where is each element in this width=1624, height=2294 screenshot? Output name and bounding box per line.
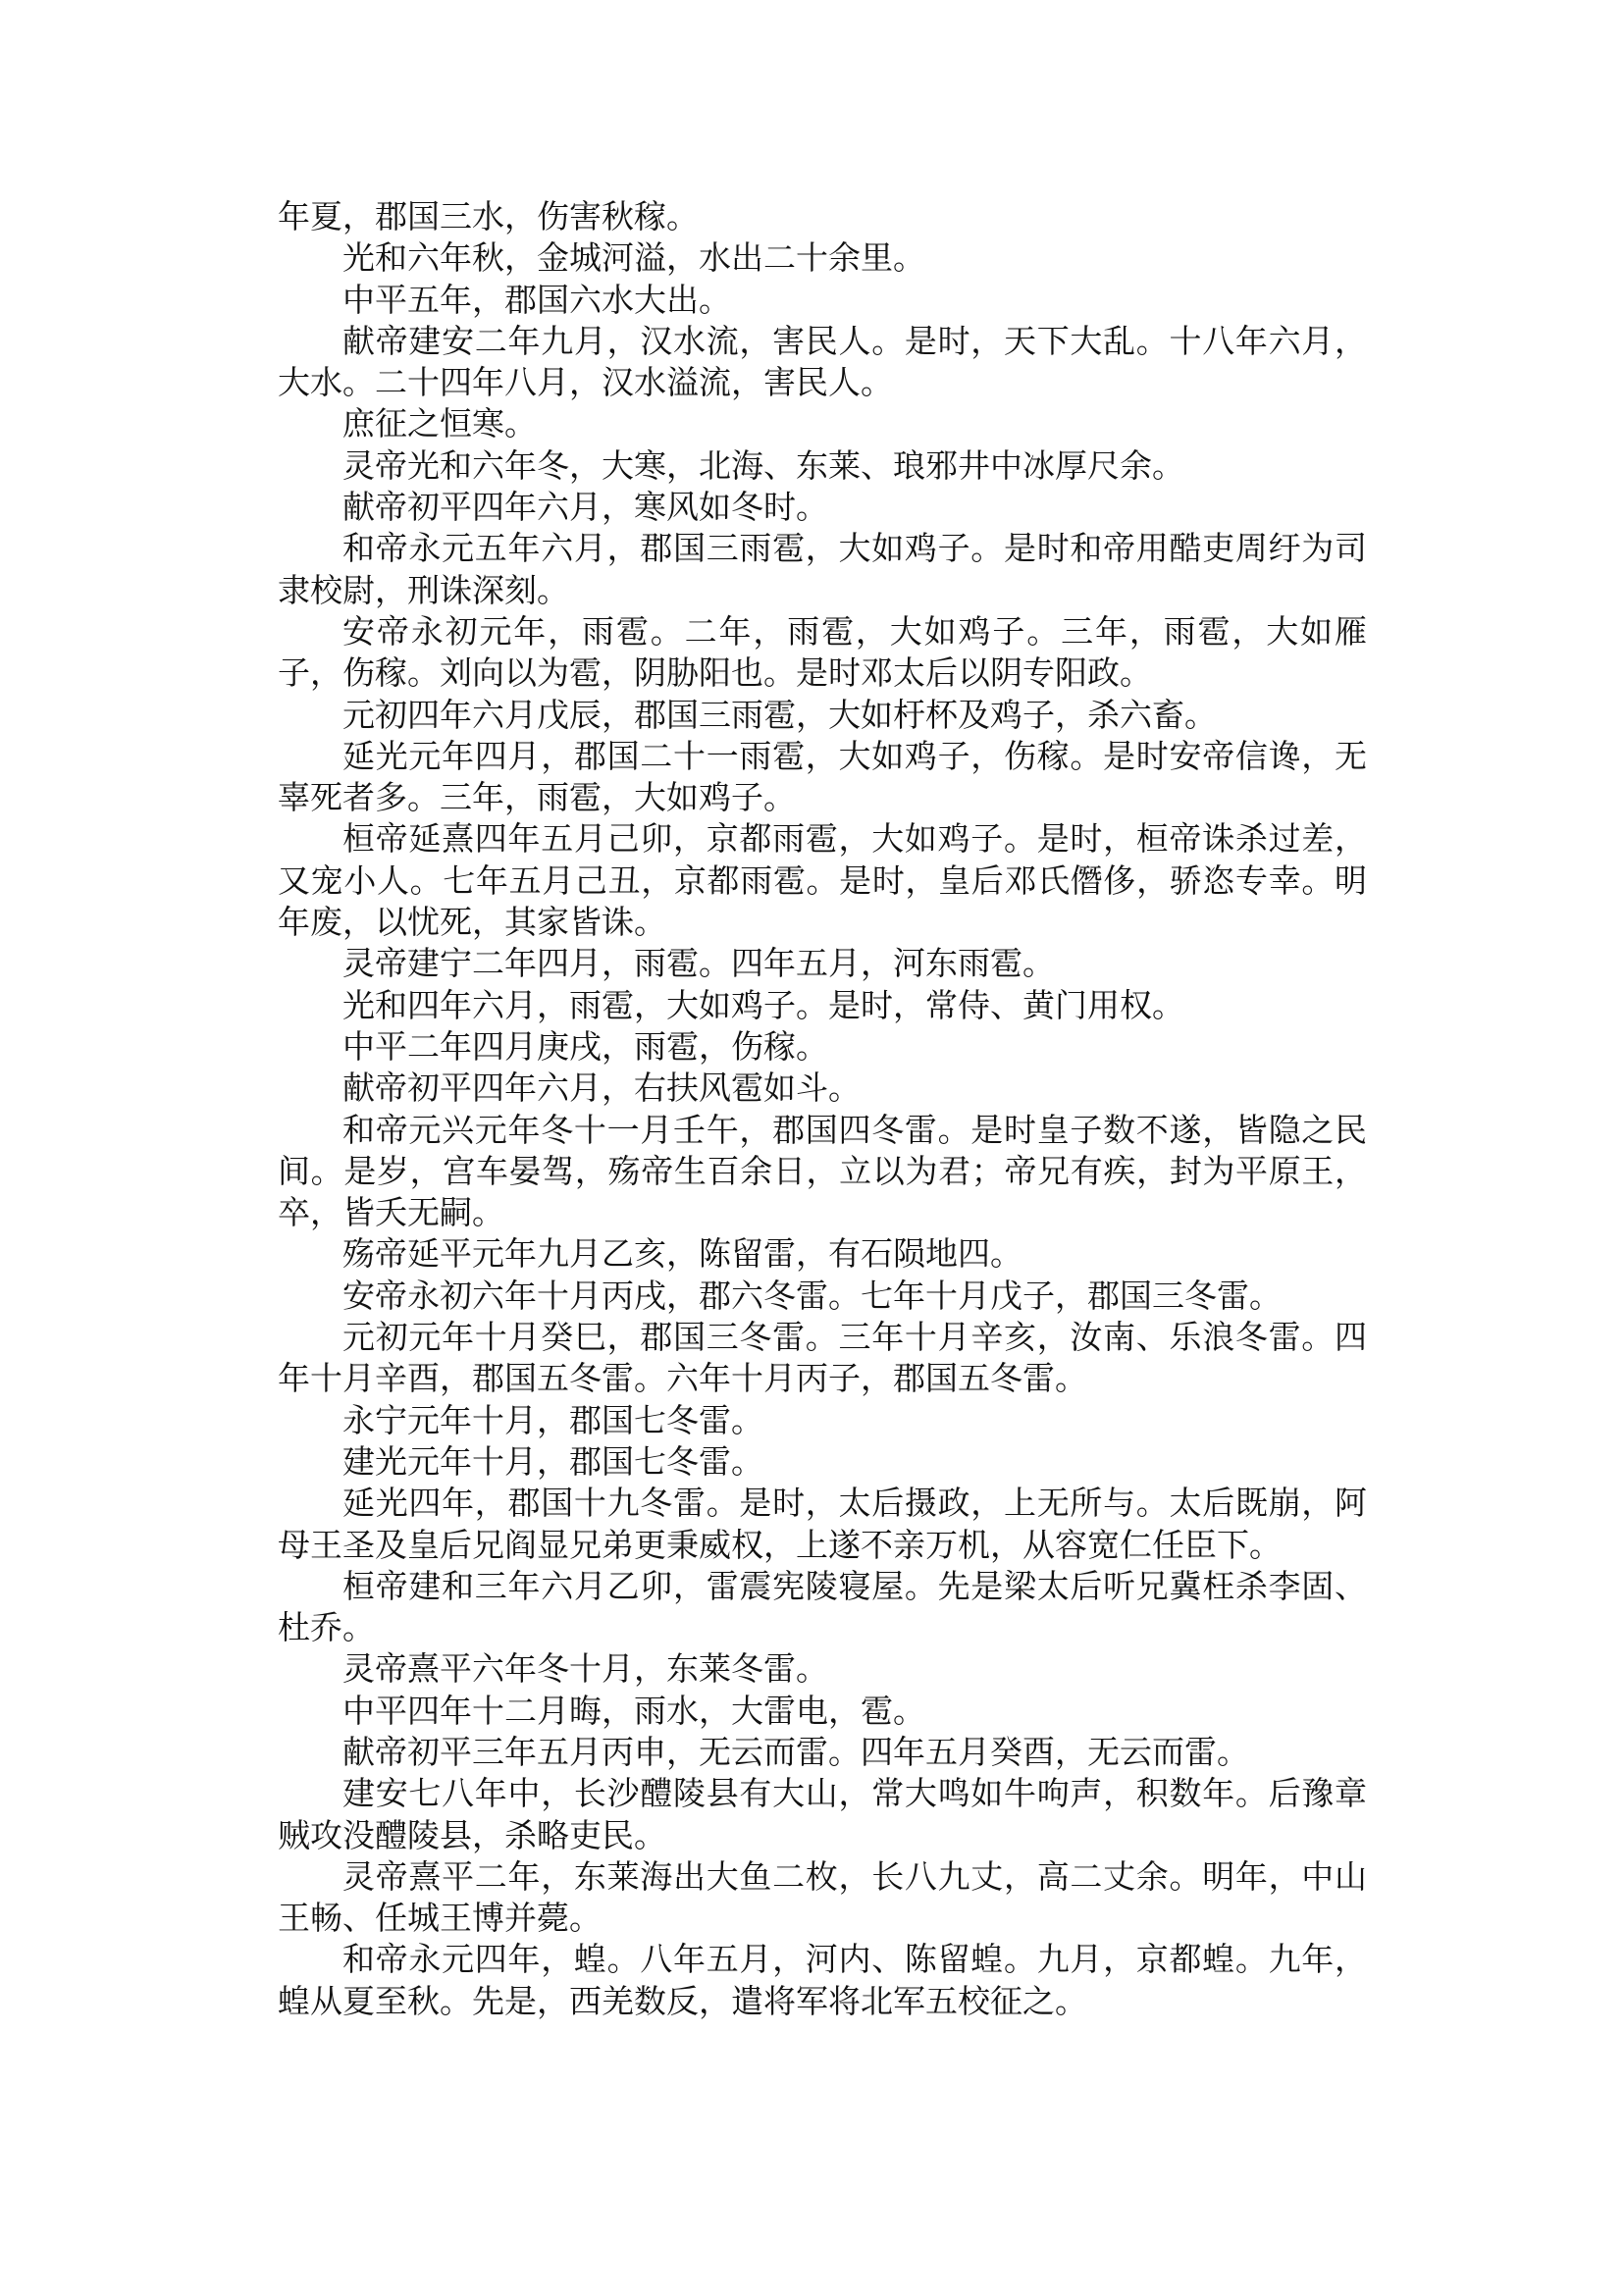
paragraph: 和帝永元五年六月，郡国三雨雹，大如鸡子。是时和帝用酷吏周纡为司隶校尉，刑诛深刻。 (278, 529, 1367, 609)
paragraph: 献帝初平四年六月，寒风如冬时。 (342, 488, 828, 527)
paragraph: 殇帝延平元年九月乙亥，陈留雷，有石陨地四。 (342, 1234, 1022, 1274)
paragraph: 庶征之恒寒。 (342, 404, 537, 443)
paragraph: 延光四年，郡国十九冬雷。是时，太后摄政，上无所与。太后既崩，阿母王圣及皇后兄阎显兄弟更秉威权，上遂不亲万机，从容宽仁任臣下。 (278, 1484, 1367, 1564)
paragraph: 和帝元兴元年冬十一月壬午，郡国四冬雷。是时皇子数不遂，皆隐之民间。是岁，宫车晏驾，殇帝生百余日，立以为君；帝兄有疾，封为平原王，卒，皆夭无嗣。 (278, 1110, 1367, 1232)
paragraph: 献帝初平三年五月丙申，无云而雷。四年五月癸酉，无云而雷。 (342, 1732, 1249, 1771)
paragraph: 献帝建安二年九月，汉水流，害民人。是时，天下大乱。十八年六月，大水。二十四年八月，汉水溢流，害民人。 (278, 321, 1367, 402)
paragraph: 光和四年六月，雨雹，大如鸡子。是时，常侍、黄门用权。 (342, 985, 1184, 1024)
paragraph: 灵帝熹平二年，东莱海出大鱼二枚，长八九丈，高二丈余。明年，中山王畅、任城王博并薨。 (278, 1856, 1367, 1938)
paragraph: 中平二年四月庚戌，雨雹，伤稼。 (342, 1026, 828, 1066)
paragraph: 献帝初平四年六月，右扶风雹如斗。 (342, 1069, 861, 1108)
paragraph: 桓帝建和三年六月乙卯，雷震宪陵寝屋。先是梁太后听兄冀枉杀李固、杜乔。 (278, 1566, 1367, 1647)
document-page (278, 196, 1367, 2022)
paragraph: 光和六年秋，金城河溢，水出二十余里。 (342, 238, 925, 278)
paragraph: 安帝永初元年，雨雹。二年，雨雹，大如鸡子。三年，雨雹，大如雁子，伤稼。刘向以为雹，阴胁阳也。是时邓太后以阴专阳政。 (278, 611, 1367, 693)
paragraph: 元初四年六月戊辰，郡国三雨雹，大如杅杯及鸡子，杀六畜。 (342, 695, 1217, 734)
paragraph: 元初元年十月癸巳，郡国三冬雷。三年十月辛亥，汝南、乐浪冬雷。四年十月辛酉，郡国五冬雷。六年十月丙子，郡国五冬雷。 (278, 1318, 1367, 1398)
paragraph: 安帝永初六年十月丙戌，郡六冬雷。七年十月戊子，郡国三冬雷。 (342, 1276, 1282, 1315)
paragraph: 中平五年，郡国六水大出。 (342, 280, 731, 319)
paragraph: 灵帝光和六年冬，大寒，北海、东莱、琅邪井中冰厚尺余。 (342, 445, 1184, 485)
paragraph: 延光元年四月，郡国二十一雨雹，大如鸡子，伤稼。是时安帝信谗，无辜死者多。三年，雨雹，大如鸡子。 (278, 736, 1367, 817)
paragraph: 灵帝熹平六年冬十月，东莱冬雷。 (342, 1649, 828, 1689)
paragraph: 年夏，郡国三水，伤害秋稼。 (278, 197, 699, 235)
paragraph: 灵帝建宁二年四月，雨雹。四年五月，河东雨雹。 (342, 944, 1055, 983)
paragraph: 建光元年十月，郡国七冬雷。 (342, 1441, 763, 1481)
paragraph: 中平四年十二月晦，雨水，大雷电，雹。 (342, 1691, 925, 1730)
paragraph: 永宁元年十月，郡国七冬雷。 (342, 1400, 763, 1439)
paragraph: 桓帝延熹四年五月己卯，京都雨雹，大如鸡子。是时，桓帝诛杀过差，又宠小人。七年五月己丑，京都雨雹。是时，皇后邓氏僭侈，骄恣专幸。明年废，以忧死，其家皆诛。 (278, 819, 1367, 942)
paragraph: 和帝永元四年，蝗。八年五月，河内、陈留蝗。九月，京都蝗。九年，蝗从夏至秋。先是，西羌数反，遣将军将北军五校征之。 (278, 1940, 1367, 2020)
paragraph: 建安七八年中，长沙醴陵县有大山，常大鸣如牛呴声，积数年。后豫章贼攻没醴陵县，杀略吏民。 (278, 1774, 1367, 1854)
